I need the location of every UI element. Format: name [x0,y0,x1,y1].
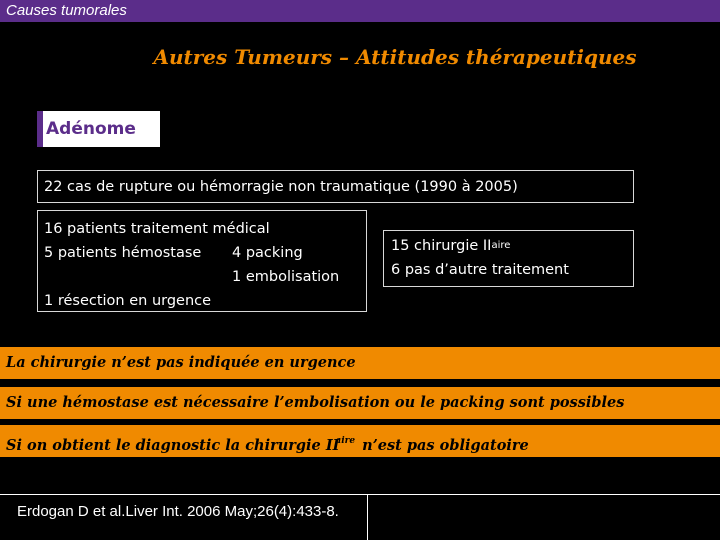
surgery-none: 6 pas d’autre traitement [391,262,569,278]
slide-title: Autres Tumeurs – Attitudes thérapeutiques [153,45,637,69]
treatment-hemostasis: 5 patients hémostase [44,245,202,261]
treatment-medical: 16 patients traitement médical [44,221,270,237]
treatment-embolisation: 1 embolisation [232,269,340,285]
conclusion-band [0,347,720,379]
treatment-spacer [44,265,232,289]
treatment-resection: 1 résection en urgence [44,293,212,309]
treatment-line [44,289,366,313]
conclusion-text: La chirurgie n’est pas indiquée en urgence [6,354,356,371]
surgery-box [383,230,634,287]
stats-box [37,170,634,203]
surgery-line [391,258,633,282]
conclusion-sup: aire [335,436,356,446]
reference-divider-vertical [367,494,368,540]
slide-header [0,0,720,22]
section-label: Adénome [37,111,160,147]
conclusion-band [0,387,720,419]
surgery-line [391,234,633,258]
treatment-packing: 4 packing [232,245,303,261]
conclusion-band [0,425,720,457]
surgery-secondary-sup: aire [491,240,511,251]
reference-citation: Erdogan D et al.Liver Int. 2006 May;26(4):433-8. [17,503,339,520]
conclusion-text: Si on obtient le diagnostic la chirurgie II [6,437,340,454]
conclusion-text: Si une hémostase est nécessaire l’embolisation ou le packing sont possibles [6,394,625,411]
treatment-line [44,217,366,241]
conclusion-text-end: n’est pas obligatoire [362,437,529,454]
surgery-secondary: 15 chirurgie II [391,238,492,254]
treatment-box [37,210,367,312]
stats-text: 22 cas de rupture ou hémorragie non traumatique (1990 à 2005) [44,179,518,195]
treatment-line [44,265,366,289]
header-title: Causes tumorales [6,2,127,19]
reference-divider-line [0,494,720,495]
treatment-line [44,241,366,265]
